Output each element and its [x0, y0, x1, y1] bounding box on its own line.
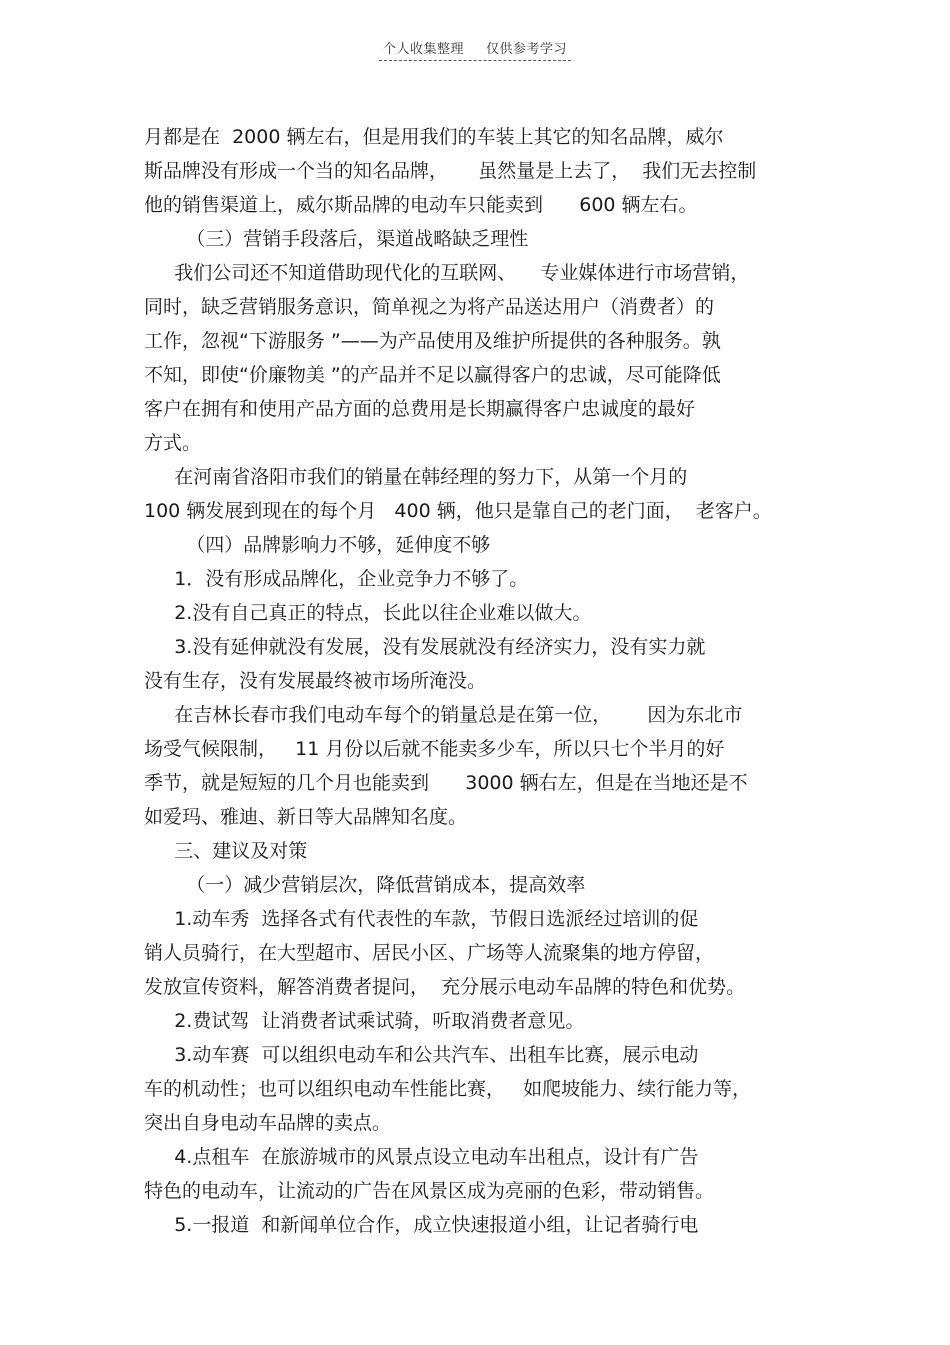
text-line: 发放宣传资料，解答消费者提问， 充分展示电动车品牌的特色和优势。 — [144, 976, 746, 998]
text-line: 1．没有形成品牌化，企业竞争力不够了。 — [144, 568, 529, 590]
text-line: 工作，忽视“下游服务 ”——为产品使用及维护所提供的各种服务。孰 — [144, 330, 721, 352]
text-line: 同时，缺乏营销服务意识，简单视之为将产品送达用户（消费者）的 — [144, 296, 715, 318]
text-line: 方式。 — [144, 432, 202, 454]
text-line: 场受气候限制， 11 月份以后就不能卖多少车，所以只七个半月的好 — [144, 738, 725, 760]
text-line: 特色的电动车，让流动的广告在风景区成为亮丽的色彩，带动销售。 — [144, 1180, 715, 1202]
text-line: 3.没有延伸就没有发展，没有发展就没有经济实力，没有实力就 — [144, 636, 706, 658]
text-line: 如爱玛、雅迪、新日等大品牌知名度。 — [144, 806, 468, 828]
text-line: 斯品牌没有形成一个当的知名品牌， 虽然量是上去了， 我们无去控制 — [144, 160, 757, 182]
text-line: 突出自身电动车品牌的卖点。 — [144, 1112, 392, 1134]
page-header — [0, 38, 950, 61]
header-underline — [379, 38, 571, 61]
document-body — [144, 120, 804, 1242]
text-line: 月都是在 2000 辆左右，但是用我们的车装上其它的知名品牌，威尔 — [144, 126, 724, 148]
text-line: 销人员骑行，在大型超市、居民小区、广场等人流聚集的地方停留， — [144, 942, 715, 964]
text-line: 2.费试驾 让消费者试乘试骑，听取消费者意见。 — [144, 1010, 585, 1032]
text-line: 我们公司还不知道借助现代化的互联网、 专业媒体进行市场营销， — [144, 262, 750, 284]
header-left-text: 个人收集整理 — [382, 42, 464, 57]
text-line: 2.没有自己真正的特点，长此以往企业难以做大。 — [144, 602, 592, 624]
header-right-text: 仅供参考学习 — [486, 42, 568, 57]
text-line: 4.点租车 在旅游城市的风景点设立电动车出租点，设计有广告 — [144, 1146, 699, 1168]
text-line: 客户在拥有和使用产品方面的总费用是长期赢得客户忠诚度的最好 — [144, 398, 696, 420]
text-line: 在河南省洛阳市我们的销量在韩经理的努力下，从第一个月的 — [144, 466, 688, 488]
text-line: （三）营销手段落后，渠道战略缺乏理性 — [144, 228, 529, 250]
text-line: 5.一报道 和新闻单位合作，成立快速报道小组，让记者骑行电 — [144, 1214, 699, 1236]
text-line: 在吉林长春市我们电动车每个的销量总是在第一位， 因为东北市 — [144, 704, 743, 726]
text-line: 不知，即使“价廉物美 ”的产品并不足以赢得客户的忠诚，尽可能降低 — [144, 364, 721, 386]
text-line: 3.动车赛 可以组织电动车和公共汽车、出租车比赛，展示电动 — [144, 1044, 699, 1066]
text-line: （一）减少营销层次，降低营销成本，提高效率 — [144, 874, 586, 896]
text-line: 季节，就是短短的几个月也能卖到 3000 辆右左，但是在当地还是不 — [144, 772, 748, 794]
text-line: 他的销售渠道上，威尔斯品牌的电动车只能卖到 600 辆左右。 — [144, 194, 698, 216]
text-line: 没有生存，没有发展最终被市场所淹没。 — [144, 670, 487, 692]
text-line: （四）品牌影响力不够，延伸度不够 — [144, 534, 491, 556]
text-line: 三、建议及对策 — [144, 840, 308, 862]
text-line: 1.动车秀 选择各式有代表性的车款，节假日选派经过培训的促 — [144, 908, 699, 930]
text-line: 100 辆发展到现在的每个月 400 辆，他只是靠自己的老门面， 老客户。 — [144, 500, 772, 522]
text-line: 车的机动性；也可以组织电动车性能比赛， 如爬坡能力、续行能力等， — [144, 1078, 752, 1100]
